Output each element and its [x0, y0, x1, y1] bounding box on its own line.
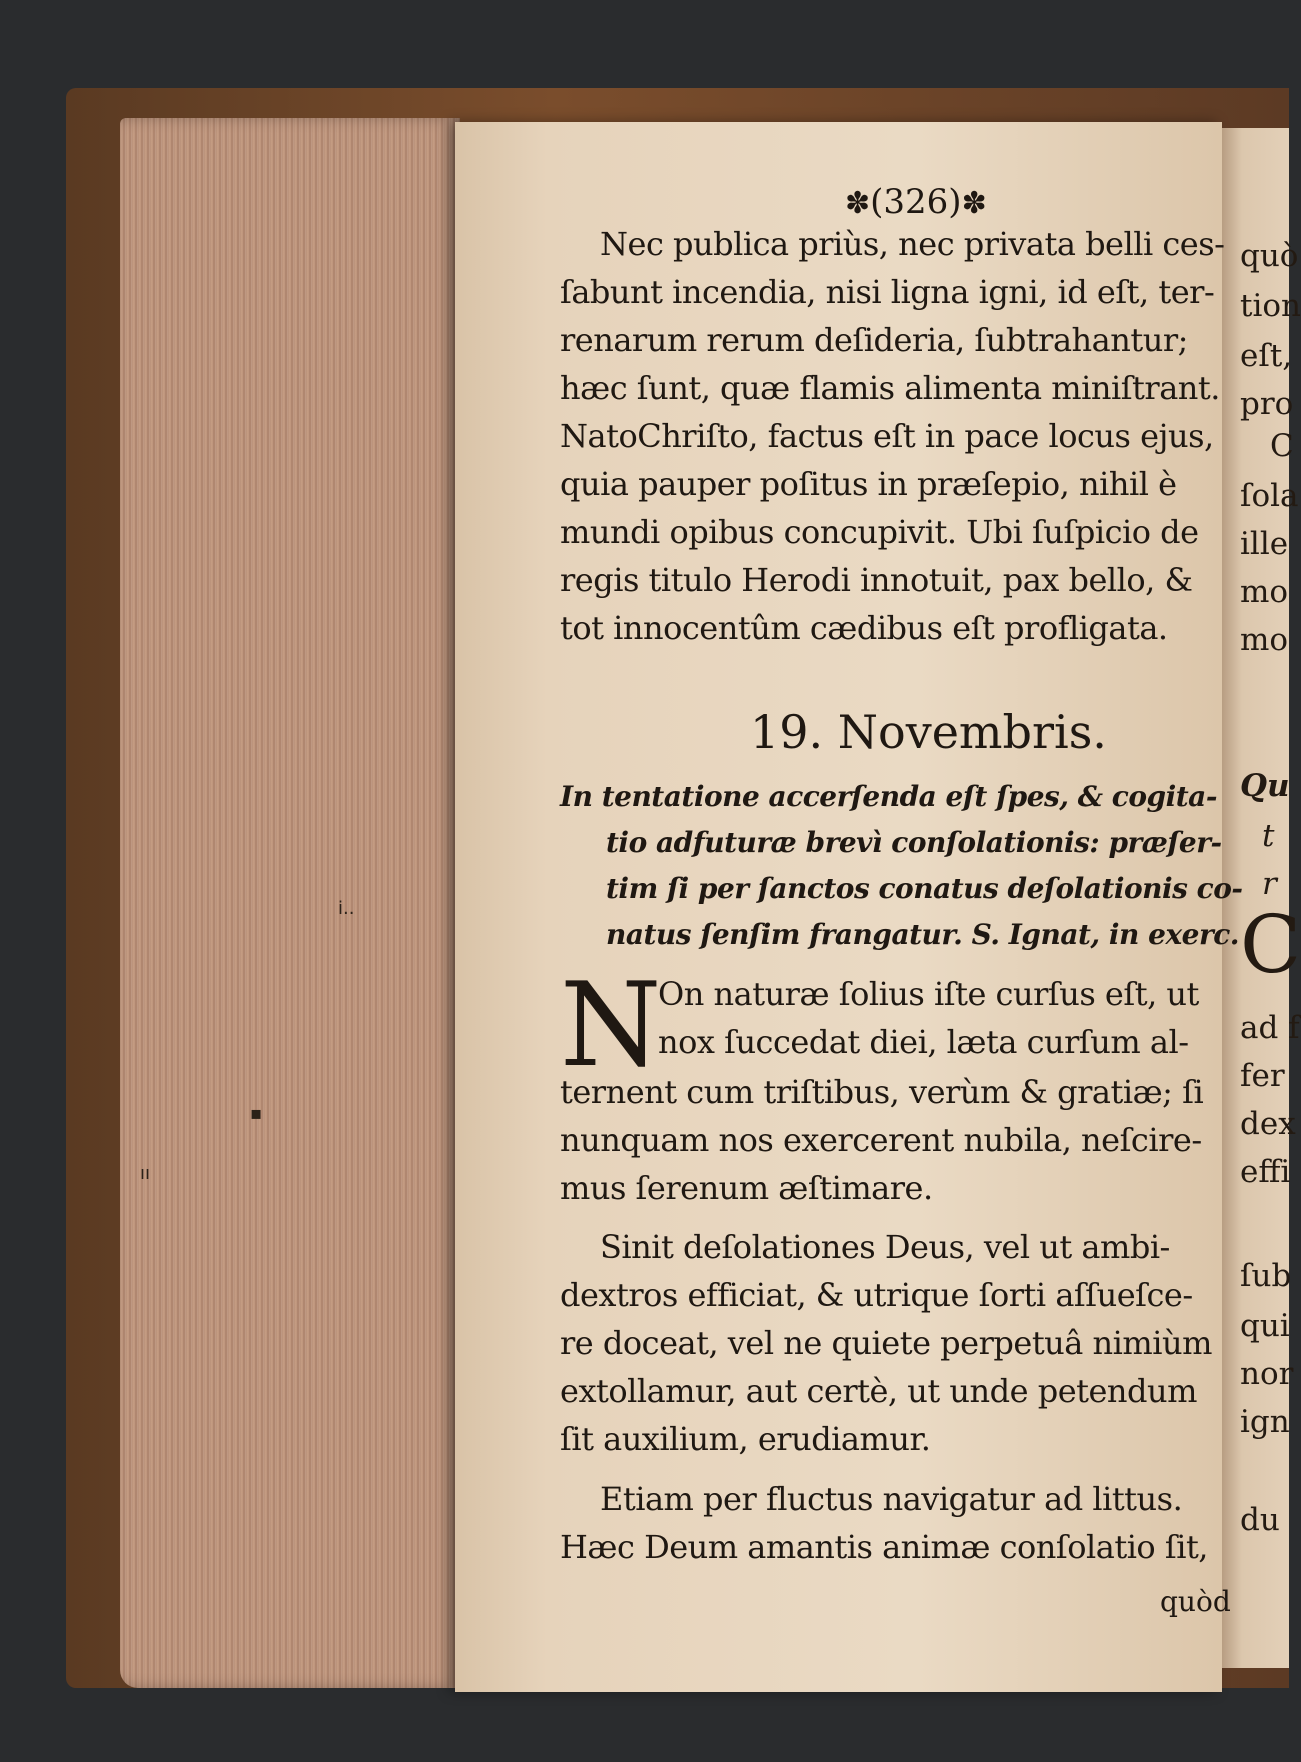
text-line: tot innocentûm cædibus eſt profligata. [560, 609, 1168, 647]
text-line: Etiam per fluctus navigatur ad littus. [600, 1480, 1183, 1518]
edge-mark: i.. [338, 898, 355, 919]
text-line: hæc ſunt, quæ flamis alimenta miniſtrant. [560, 369, 1220, 407]
motto-line: tio adfuturæ brevì conſolationis: præſer- [606, 826, 1222, 859]
facing-line: fer [1240, 1058, 1285, 1094]
text-line: ſabunt incendia, nisi ligna igni, id eſt, ter- [560, 273, 1215, 311]
edge-mark: ıı [140, 1163, 151, 1184]
text-line: dextros efficiat, & utrique ſorti aſſueſce- [560, 1276, 1193, 1314]
facing-line: ſola [1240, 478, 1299, 514]
motto-line: In tentatione accerſenda eſt ſpes, & cogita- [560, 780, 1217, 813]
text-line: nunquam nos exercerent nubila, neſcire- [560, 1121, 1202, 1159]
text-line: Sinit deſolationes Deus, vel ut ambi- [600, 1228, 1170, 1266]
text-line: On naturæ ſolius iſte curſus eſt, ut [658, 975, 1199, 1013]
text-line: Hæc Deum amantis animæ conſolatio ſit, [560, 1528, 1208, 1566]
facing-line: qui [1240, 1308, 1290, 1344]
facing-line: r [1262, 866, 1277, 902]
text-line: quia pauper poſitus in præſepio, nihil è [560, 465, 1177, 503]
text-line: mundi opibus concupivit. Ubi ſuſpicio de [560, 513, 1199, 551]
ornament-icon: ✽ [845, 186, 871, 221]
facing-line: Qu [1240, 768, 1290, 804]
text-line: mus ſerenum æſtimare. [560, 1169, 933, 1207]
facing-line: eſt, [1240, 338, 1293, 374]
facing-line: quò [1240, 238, 1299, 274]
page-header [845, 182, 987, 222]
text-line: extollamur, aut certè, ut unde petendum [560, 1372, 1197, 1410]
facing-line: effi [1240, 1154, 1291, 1190]
text-line: ſit auxilium, erudiamur. [560, 1420, 931, 1458]
section-heading: 19. Novembris. [750, 705, 1107, 759]
facing-line: dex [1240, 1106, 1296, 1142]
facing-line: du [1240, 1502, 1280, 1538]
drop-cap: N [560, 958, 662, 1093]
text-line: renarum rerum deſideria, ſubtrahantur; [560, 321, 1188, 359]
page-block-edge [120, 118, 460, 1688]
text-line: ternent cum triſtibus, verùm & gratiæ; ſi [560, 1073, 1204, 1111]
facing-line: t [1262, 818, 1275, 854]
facing-line: mo [1240, 574, 1289, 610]
motto-line: natus ſenſim frangatur. S. Ignat, in exerc. [606, 918, 1239, 951]
facing-line: ad f [1240, 1010, 1300, 1046]
facing-line: ign [1240, 1404, 1290, 1440]
motto-line: tim ſi per ſanctos conatus deſolationis co- [606, 872, 1243, 905]
catchword: quòd [1160, 1585, 1231, 1618]
text-line: regis titulo Herodi innotuit, pax bello, & [560, 561, 1193, 599]
facing-line: mo [1240, 622, 1289, 658]
text-line: NatoChriſto, factus eſt in pace locus ejus, [560, 417, 1214, 455]
text-line: Nec publica priùs, nec privata belli ces- [600, 225, 1225, 263]
facing-line: nor [1240, 1356, 1294, 1392]
ornament-icon: ✽ [961, 186, 987, 221]
facing-line: ille [1240, 526, 1289, 562]
edge-mark: ▪ [250, 1103, 263, 1124]
facing-line: C [1270, 428, 1294, 464]
text-line: re doceat, vel ne quiete perpetuâ nimiùm [560, 1324, 1212, 1362]
facing-line: ſub [1240, 1258, 1292, 1294]
page-number: (326) [870, 182, 962, 222]
facing-line: C [1240, 898, 1301, 991]
text-line: nox ſuccedat diei, læta curſum al- [658, 1023, 1189, 1061]
facing-line: pro [1240, 386, 1294, 422]
facing-line: tion [1240, 288, 1301, 324]
